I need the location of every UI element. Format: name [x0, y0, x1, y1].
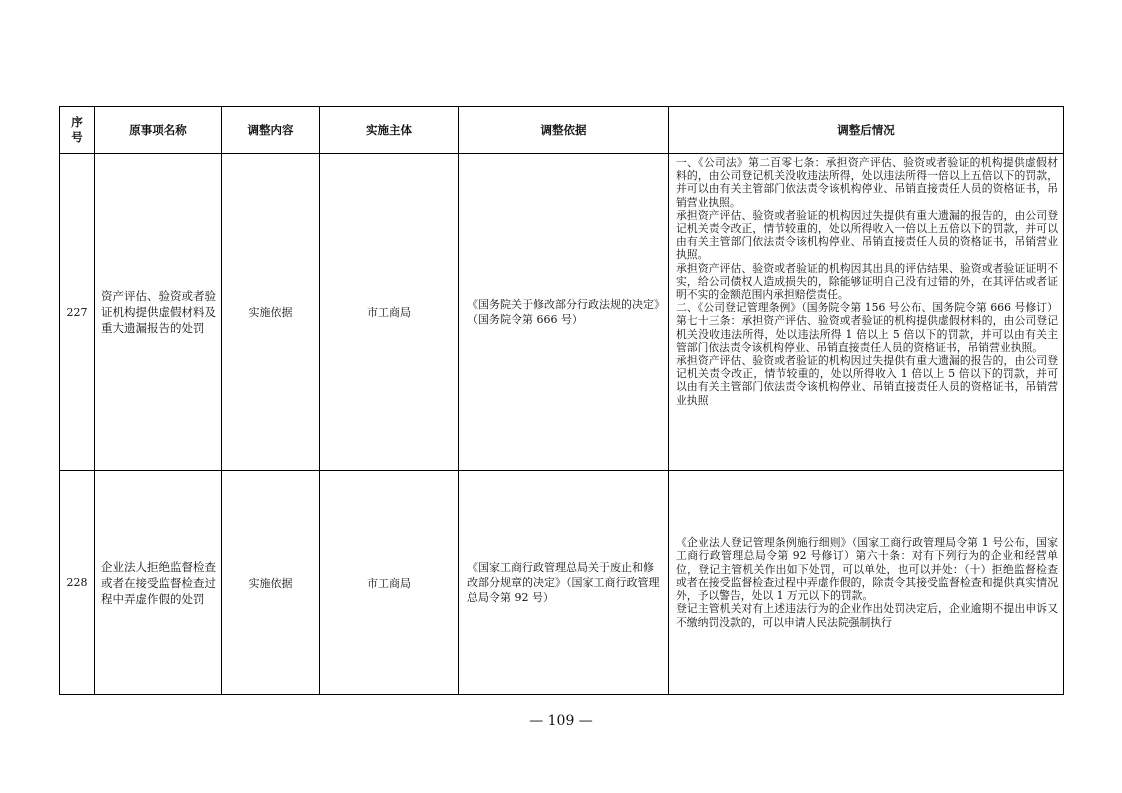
after-paragraph: 承担资产评估、验资或者验证的机构因其出具的评估结果、验资或者验证证明不实，给公司债权人造成损失的，除能够证明自己没有过错的外，在其评估或者证明不实的金额范围内承担赔偿责任。	[676, 261, 1058, 302]
row-subject: 市工商局	[320, 154, 459, 471]
header-name: 原事项名称	[95, 107, 222, 154]
after-paragraph: 二、《公司登记管理条例》（国务院令第 156 号公布、国务院令第 666 号修订）第七十三条：承担资产评估、验资或者验证的机构提供虚假材料的，由公司登记机关没收违法所得，处以违法所得 1 倍以上 5 倍以下的罚款，并可以由有关主管部门依法责令该机构停业、吊销直接责任人员的资格证书，吊销营业执照。	[676, 301, 1058, 354]
row-basis: 《国务院关于修改部分行政法规的决定》（国务院令第 666 号）	[459, 154, 669, 471]
header-seq	[60, 107, 95, 154]
row-seq: 227	[60, 154, 95, 471]
after-paragraph: 承担资产评估、验资或者验证的机构因过失提供有重大遗漏的报告的，由公司登记机关责令改正，情节较重的，处以所得收入一倍以上五倍以下的罚款，并可以由有关主管部门依法责令该机构停业、吊销直接责任人员的资格证书，吊销营业执照。	[676, 208, 1058, 262]
row-adjust-content: 实施依据	[222, 471, 320, 695]
row-basis: 《国家工商行政管理总局关于废止和修改部分规章的决定》（国家工商行政管理总局令第 92 号）	[459, 471, 669, 695]
after-paragraph: 一、《公司法》第二百零七条：承担资产评估、验资或者验证的机构提供虚假材料的，由公司登记机关没收违法所得，处以违法所得一倍以上五倍以下的罚款，并可以由有关主管部门依法责令该机构停业、吊销直接责任人员的资格证书，吊销营业执照。	[676, 156, 1058, 209]
header-after: 调整后情况	[669, 107, 1064, 154]
table-row	[60, 154, 1064, 471]
header-subject: 实施主体	[320, 107, 459, 154]
after-paragraph: 登记主管机关对有上述违法行为的企业作出处罚决定后，企业逾期不提出申诉又不缴纳罚没款的，可以申请人民法院强制执行	[676, 602, 1058, 629]
table-row	[60, 471, 1064, 695]
row-subject: 市工商局	[320, 471, 459, 695]
header-seq-label: 序号	[71, 115, 83, 144]
header-basis: 调整依据	[459, 107, 669, 154]
row-seq: 228	[60, 471, 95, 695]
row-after-situation	[669, 154, 1064, 471]
page-number: — 109 —	[529, 713, 593, 729]
row-after-situation	[669, 471, 1064, 695]
after-paragraph: 承担资产评估、验资或者验证的机构因过失提供有重大遗漏的报告的，由公司登记机关责令改正，情节较重的，处以所得收入 1 倍以上 5 倍以下的罚款，并可以由有关主管部门依法责令该机构停业、吊销直接责任人员的资格证书，吊销营业执照	[676, 354, 1058, 407]
row-adjust-content: 实施依据	[222, 154, 320, 471]
after-paragraph: 《企业法人登记管理条例施行细则》（国家工商行政管理局令第 1 号公布，国家工商行政管理总局令第 92 号修订）第六十条：对有下列行为的企业和经营单位，登记主管机关作出如下处罚，可以单处，也可以并处：（十）拒绝监督检查或者在接受监督检查过程中弄虚作假的，除责令其接受监督检查和提供真实情况外，予以警告，处以 1 万元以下的罚款。	[676, 536, 1058, 603]
header-content: 调整内容	[222, 107, 320, 154]
regulation-table	[59, 106, 1064, 695]
table-header-row	[60, 107, 1064, 154]
row-item-name: 企业法人拒绝监督检查或者在接受监督检查过程中弄虚作假的处罚	[95, 471, 222, 695]
row-item-name: 资产评估、验资或者验证机构提供虚假材料及重大遗漏报告的处罚	[95, 154, 222, 471]
